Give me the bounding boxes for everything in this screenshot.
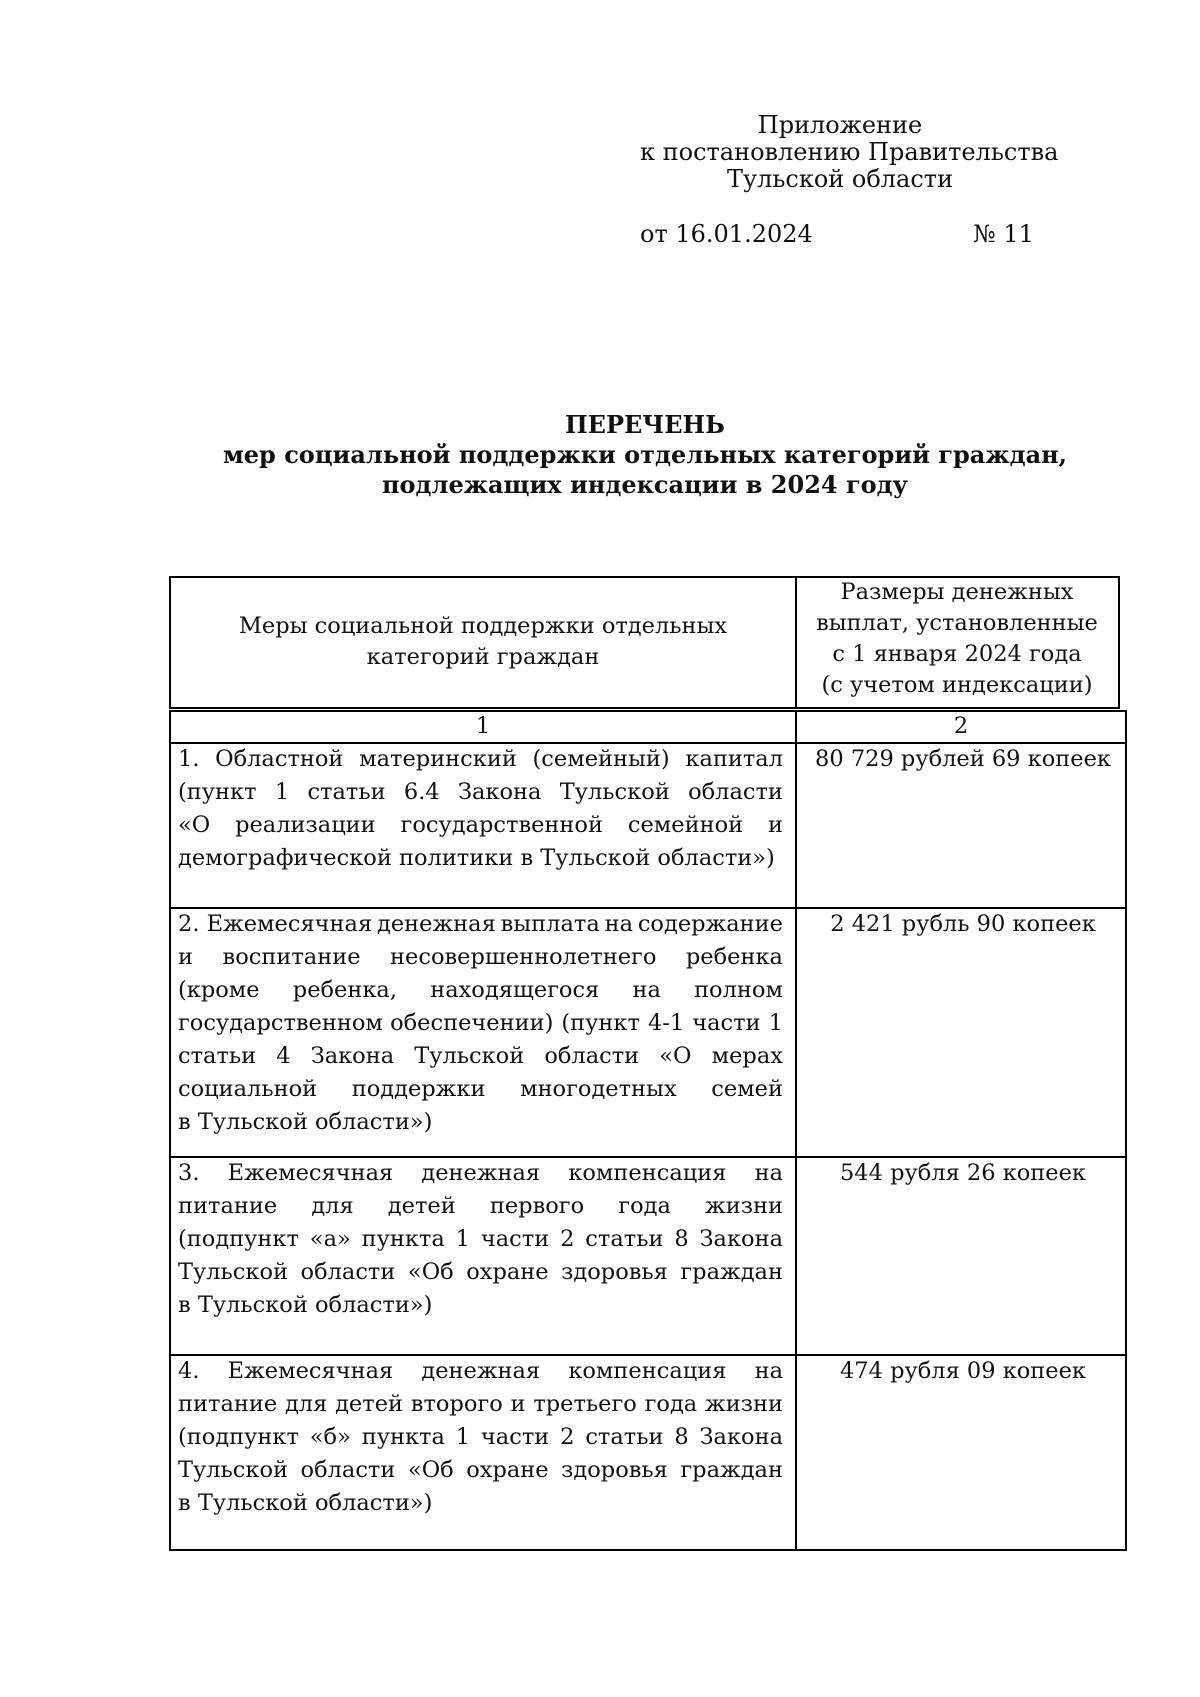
measure-word: пункта: [361, 1226, 445, 1252]
row-3-amount: 544 рубля 26 копеек: [839, 1160, 1086, 1186]
measure-text-line: [178, 1388, 783, 1421]
header-col1-line: Меры социальной поддержки отдельных: [238, 613, 728, 639]
measure-word: Областной: [215, 746, 344, 772]
row-2-amount: 2 421 рубль 90 копеек: [830, 911, 1096, 937]
title-line-2: мер социальной поддержки отдельных категорий граждан,: [222, 440, 1068, 469]
measure-word: (кроме: [178, 977, 260, 1003]
header-col1: [171, 611, 795, 673]
measure-text-line: [178, 776, 783, 809]
measure-text-line: [178, 908, 783, 941]
measure-word: «О: [178, 812, 211, 838]
row-4-amount: 474 рубля 09 копеек: [839, 1358, 1086, 1384]
measure-text-line: [178, 1256, 783, 1289]
measure-word: охране: [466, 1259, 549, 1285]
title-line-1: ПЕРЕЧЕНЬ: [565, 410, 725, 439]
measure-text-line: [178, 1073, 783, 1106]
header-col2: [797, 577, 1117, 701]
measure-word: и: [768, 812, 783, 838]
measure-word: 4: [276, 1043, 291, 1069]
measure-word: области: [300, 1457, 396, 1483]
measure-word: денежная: [376, 911, 496, 937]
measure-word: 1: [455, 1424, 471, 1450]
measure-word: второго: [410, 1391, 503, 1417]
measure-text-line: [178, 1487, 783, 1520]
measure-word: детей: [335, 1391, 404, 1417]
measure-text-line: [178, 1355, 783, 1388]
measure-word: 2: [560, 1424, 575, 1450]
measure-word: Ежемесячная: [227, 1358, 394, 1384]
measure-word: семейной: [627, 812, 744, 838]
header-col2-line: (с учетом индексации): [821, 672, 1093, 698]
measure-word: 1: [274, 779, 290, 805]
row-1-amount: 80 729 рублей 69 копеек: [815, 746, 1111, 772]
measure-word: части: [692, 1010, 761, 1036]
measure-word: компенсация: [568, 1160, 727, 1186]
measure-word: находящегося: [430, 977, 600, 1003]
measure-word: здоровья: [561, 1259, 668, 1285]
column-number-2: 2: [953, 713, 969, 739]
measure-word: материнский: [359, 746, 517, 772]
title-line-3: подлежащих индексации в 2024 году: [381, 470, 909, 499]
measure-word: на: [632, 977, 661, 1003]
header-col2-line: с 1 января 2024 года: [832, 641, 1082, 667]
annex-line-1: Приложение: [757, 111, 923, 139]
measure-word: «Об: [407, 1259, 454, 1285]
measure-word: здоровья: [561, 1457, 668, 1483]
measure-text-line: [178, 1289, 783, 1322]
measure-word: года: [618, 1193, 671, 1219]
row-3-measure: [178, 1157, 783, 1322]
measure-word: в Тульской области»): [178, 1292, 433, 1318]
measure-word: области: [544, 1043, 640, 1069]
measure-word: в Тульской области»): [178, 1490, 433, 1516]
measure-word: части: [480, 1424, 550, 1450]
measure-word: и: [510, 1391, 526, 1417]
measure-word: (семейный): [532, 746, 670, 772]
measure-word: области: [300, 1259, 396, 1285]
measure-word: на: [754, 1160, 783, 1186]
measure-word: капитал: [685, 746, 783, 772]
measure-word: (подпункт: [178, 1226, 299, 1252]
measure-text-line: [178, 1040, 783, 1073]
measure-word: питание: [178, 1193, 278, 1219]
body-divider: [795, 710, 797, 1551]
measure-word: жизни: [705, 1193, 783, 1219]
decree-date: от 16.01.2024: [640, 220, 813, 248]
measure-word: Закона: [699, 1424, 783, 1450]
measure-word: несовершеннолетнего: [390, 944, 657, 970]
document-title: [170, 410, 1120, 500]
measure-word: Тульской: [178, 1457, 288, 1483]
measure-word: 3.: [178, 1160, 200, 1186]
measure-word: года: [644, 1391, 698, 1417]
measure-word: 2. Ежемесячная: [178, 911, 373, 937]
measure-word: статьи: [585, 1226, 664, 1252]
measure-text-line: [178, 1454, 783, 1487]
measure-word: Тульской: [559, 779, 670, 805]
measure-word: Закона: [310, 1043, 395, 1069]
measure-word: статьи: [585, 1424, 664, 1450]
measure-word: пункта: [361, 1424, 445, 1450]
decree-number: № 11: [973, 220, 1034, 248]
measure-word: на: [754, 1358, 783, 1384]
measure-word: 8: [674, 1424, 689, 1450]
measure-word: Тульской: [178, 1259, 288, 1285]
measure-word: 8: [674, 1226, 689, 1252]
measure-word: полном: [694, 977, 783, 1003]
measure-word: для: [311, 1193, 354, 1219]
annex-header: [640, 111, 1059, 193]
measure-word: 1: [768, 1010, 783, 1036]
measure-word: части: [480, 1226, 550, 1252]
annex-line-3: Тульской области: [726, 165, 954, 193]
measure-word: статьи: [178, 1043, 257, 1069]
measure-word: Закона: [699, 1226, 783, 1252]
measure-text-line: [178, 1421, 783, 1454]
measure-text-line: [178, 941, 783, 974]
measure-word: статьи: [307, 779, 386, 805]
measure-word: социальной: [178, 1076, 318, 1102]
measure-word: 1.: [178, 746, 200, 772]
measure-word: для: [284, 1391, 328, 1417]
measure-word: детей: [387, 1193, 456, 1219]
measure-word: в Тульской области»): [178, 1109, 433, 1135]
measure-word: на: [604, 911, 633, 937]
measure-word: (пункт: [178, 779, 257, 805]
measure-text-line: [178, 1157, 783, 1190]
measure-word: ребенка,: [292, 977, 398, 1003]
measure-word: содержание: [637, 911, 783, 937]
measure-word: Ежемесячная: [227, 1160, 394, 1186]
measure-text-line: [178, 974, 783, 1007]
measure-word: 4-1: [647, 1010, 685, 1036]
measure-word: 4.: [178, 1358, 200, 1384]
measure-word: мерах: [711, 1043, 783, 1069]
measure-word: Тульской: [414, 1043, 525, 1069]
measure-text-line: [178, 1007, 783, 1040]
measure-word: (пункт: [561, 1010, 640, 1036]
measure-word: реализации: [235, 812, 376, 838]
row-2-measure: [178, 908, 783, 1139]
measure-word: поддержки: [351, 1076, 486, 1102]
measure-word: жизни: [705, 1391, 783, 1417]
measure-word: воспитание: [222, 944, 361, 970]
measure-word: «О: [659, 1043, 692, 1069]
measure-word: и: [178, 944, 193, 970]
measure-text-line: [178, 1223, 783, 1256]
measure-word: демографической политики в Тульской области»): [178, 845, 775, 871]
annex-line-2: к постановлению Правительства: [640, 138, 1059, 166]
measure-text-line: [178, 809, 783, 842]
measure-word: многодетных: [520, 1076, 677, 1102]
measure-word: третьего: [533, 1391, 637, 1417]
measure-word: 2: [560, 1226, 575, 1252]
measure-word: граждан: [680, 1457, 783, 1483]
measure-word: граждан: [680, 1259, 783, 1285]
measure-word: денежная: [421, 1160, 541, 1186]
measure-word: «б»: [309, 1424, 351, 1450]
measure-word: области: [688, 779, 783, 805]
measure-text-line: [178, 1106, 783, 1139]
header-col2-line: выплат, установленные: [816, 610, 1098, 636]
row-4-measure: [178, 1355, 783, 1520]
measure-word: семей: [711, 1076, 783, 1102]
measure-word: охране: [466, 1457, 549, 1483]
measure-text-line: [178, 743, 783, 776]
measure-text-line: [178, 1190, 783, 1223]
measure-word: 1: [455, 1226, 470, 1252]
header-col1-line: категорий граждан: [366, 644, 600, 670]
measure-word: ребенка: [685, 944, 783, 970]
measure-word: компенсация: [568, 1358, 727, 1384]
header-col2-line: Размеры денежных: [840, 579, 1074, 605]
measure-word: государственном обеспечении): [178, 1010, 554, 1036]
row-1-measure: [178, 743, 783, 875]
measure-word: государственной: [400, 812, 603, 838]
measure-word: денежная: [421, 1358, 541, 1384]
measure-word: «а»: [309, 1226, 351, 1252]
measure-word: «Об: [407, 1457, 454, 1483]
measure-word: 6.4: [403, 779, 440, 805]
measure-text-line: [178, 842, 783, 875]
column-number-1: 1: [475, 713, 491, 739]
measure-word: выплата: [500, 911, 600, 937]
measure-word: первого: [489, 1193, 585, 1219]
measure-word: питание: [178, 1391, 278, 1417]
measure-word: Закона: [458, 779, 542, 805]
measure-word: (подпункт: [178, 1424, 299, 1450]
